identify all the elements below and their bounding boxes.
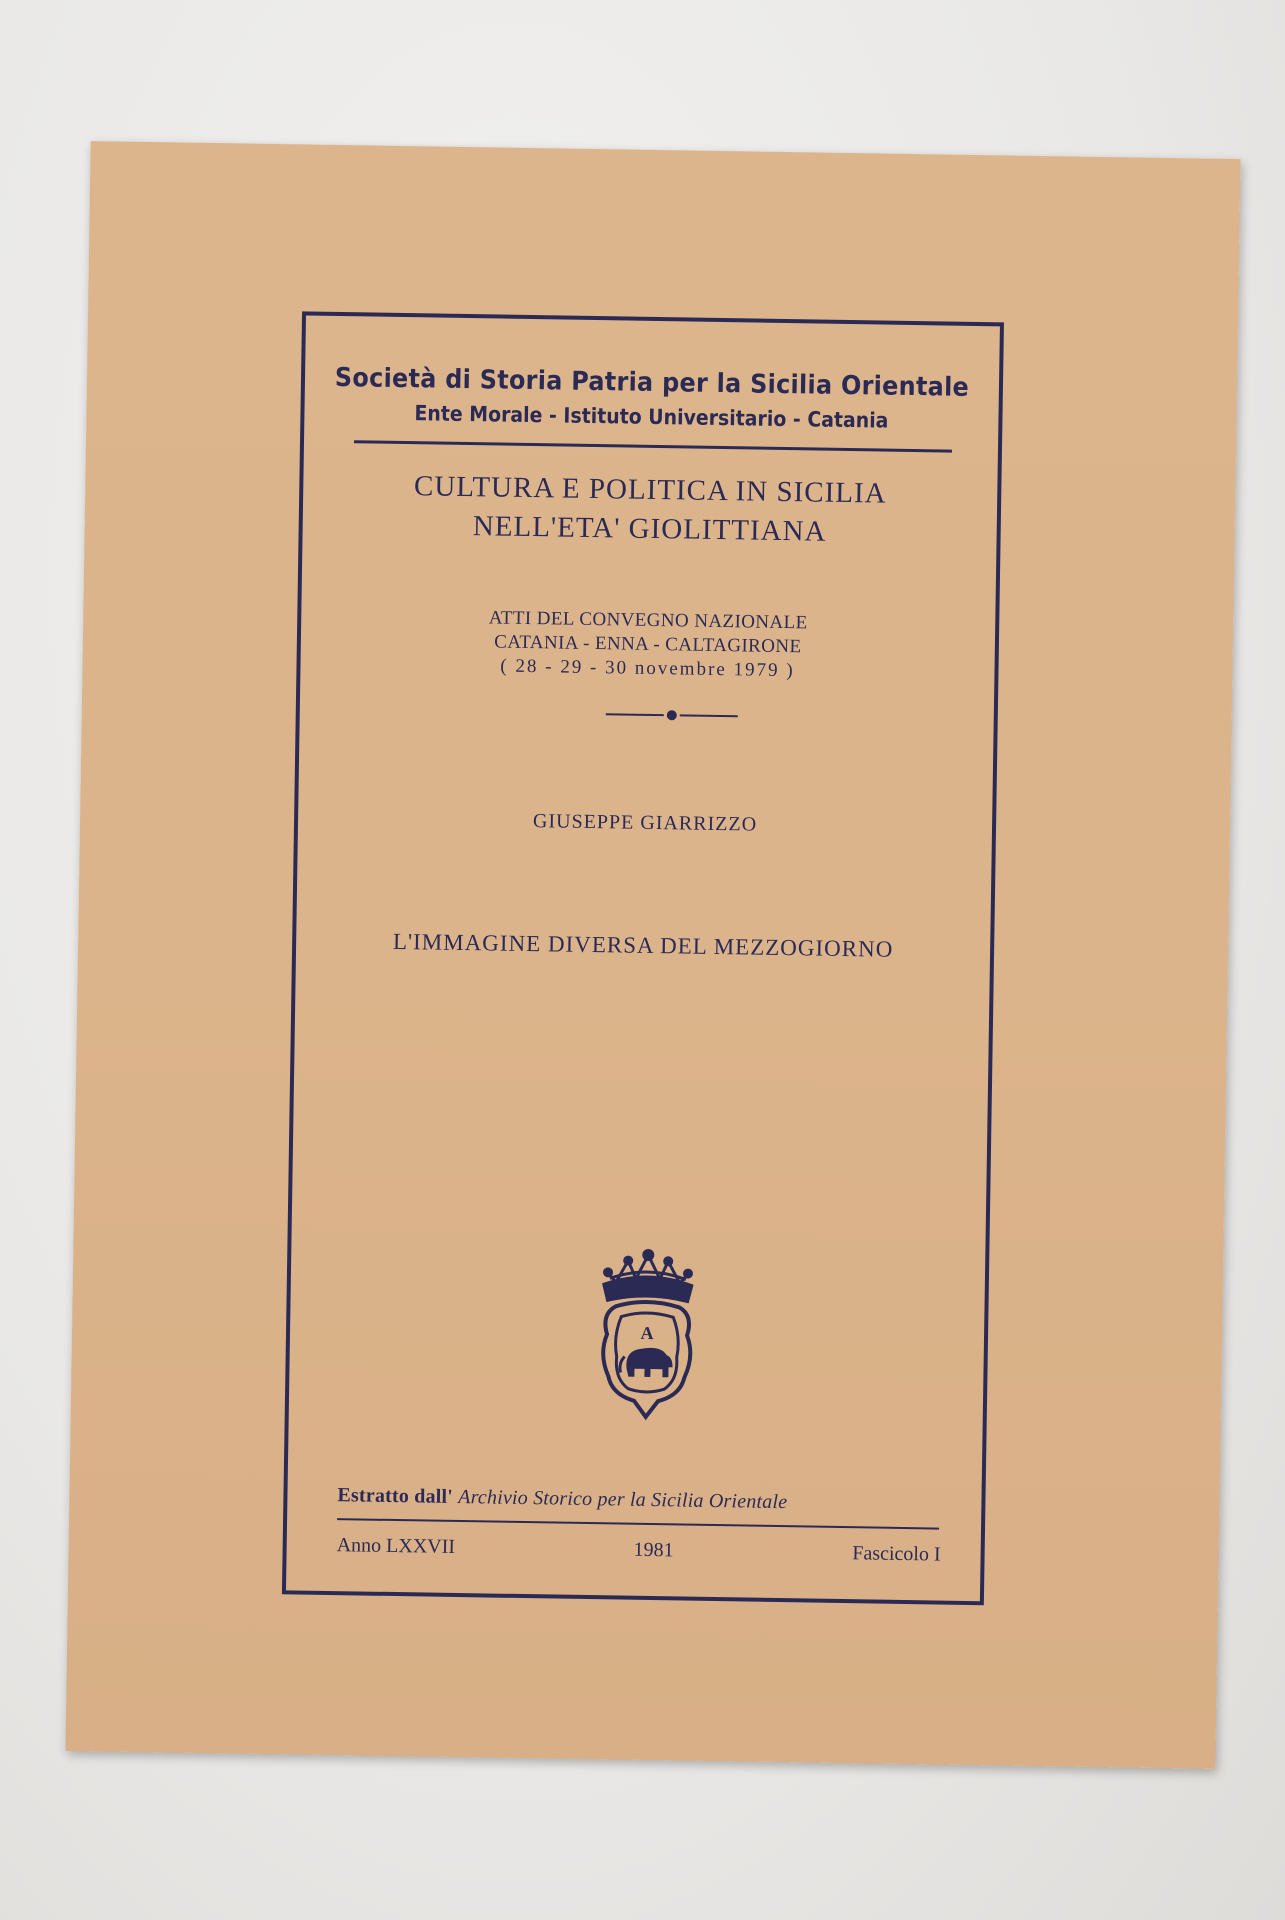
conference-info xyxy=(300,603,995,686)
coat-of-arms-icon xyxy=(594,1244,701,1422)
issue-anno: Anno LXXVII xyxy=(336,1534,456,1558)
issue-fascicolo: Fascicolo I xyxy=(852,1542,941,1566)
conference-line-1: ATTI DEL CONVEGNO NAZIONALE xyxy=(488,607,808,634)
cover-frame xyxy=(282,311,1004,1605)
footer-rule xyxy=(337,1518,939,1529)
issue-footer xyxy=(337,1534,941,1566)
issue-year: 1981 xyxy=(633,1538,674,1562)
conference-line-2: CATANIA - ENNA - CALTAGIRONE xyxy=(494,631,802,658)
author-name: GIUSEPPE GIARRIZZO xyxy=(532,810,758,836)
ornament-divider-icon xyxy=(604,706,740,724)
volume-title xyxy=(302,465,997,554)
essay-title: L'IMMAGINE DIVERSA DEL MEZZOGIORNO xyxy=(392,928,894,962)
society-entity: Ente Morale - Istituto Universitario - Catania xyxy=(414,401,889,433)
journal-name: Archivio Storico per la Sicilia Orientale xyxy=(458,1486,788,1514)
volume-title-line-1: CULTURA E POLITICA IN SICILIA xyxy=(413,470,887,510)
header-rule xyxy=(354,440,952,452)
emblem-letter: A xyxy=(640,1322,654,1344)
extract-lead: Estratto dall' xyxy=(337,1484,454,1508)
conference-dates: ( 28 - 29 - 30 novembre 1979 ) xyxy=(500,655,795,682)
society-name: Società di Storia Patria per la Sicilia Orientale xyxy=(334,362,970,403)
extract-note xyxy=(337,1484,941,1516)
frame-content xyxy=(286,315,1000,1601)
pamphlet-cover xyxy=(65,141,1240,1769)
volume-title-line-2: NELL'ETA' GIOLITTIANA xyxy=(472,510,827,548)
